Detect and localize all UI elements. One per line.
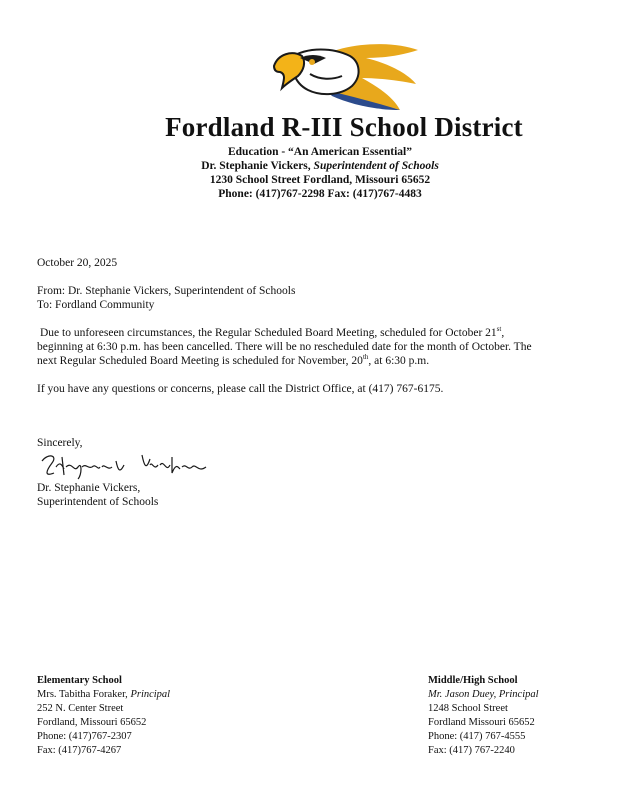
district-phone-fax: Phone: (417)767-2298 Fax: (417)767-4483 — [218, 188, 422, 200]
elementary-school-block: Elementary School Mrs. Tabitha Foraker, Principal 252 N. Center Street Fordland, Missouri 65652 Phone: (417)767-2307 Fax: (417)767-4267 — [37, 675, 171, 756]
district-address: 1230 School Street Fordland, Missouri 65652 — [209, 174, 431, 186]
signature-image — [38, 447, 208, 483]
elementary-heading: Elementary School — [37, 675, 122, 686]
paragraph-2: If you have any questions or concerns, please call the District Office, at (417) 767-6175. — [37, 383, 444, 395]
motto: Education - “An American Essential” — [227, 146, 412, 158]
signer-title: Superintendent of Schools — [37, 496, 159, 508]
letter-date: October 20, 2025 — [37, 257, 118, 269]
letterhead-info — [0, 145, 618, 201]
middle-high-school-block: Middle/High School Mr. Jason Duey, Principal 1248 School Street Fordland Missouri 65652 Phone: (417) 767-4555 Fax: (417) 767-2240 — [428, 675, 539, 756]
eagle-logo-icon — [270, 40, 420, 112]
middle-high-heading: Middle/High School — [428, 675, 518, 686]
paragraph-1: Due to unforeseen circumstances, the Regular Scheduled Board Meeting, scheduled for October 21st, beginning at 6:30 p.m. has been cancelled. There will be no rescheduled date for the month of October. The next Regular Scheduled Board Meeting is scheduled for November, 20th, at 6:30 p.m. — [37, 325, 532, 367]
letter-from: From: Dr. Stephanie Vickers, Superintendent of Schools — [37, 285, 296, 297]
superintendent-line: Dr. Stephanie Vickers, Superintendent of Schools — [201, 160, 439, 172]
district-name: Fordland R-III School District — [165, 112, 523, 142]
signer-name: Dr. Stephanie Vickers, — [37, 482, 141, 494]
superintendent-title: Superintendent of Schools — [313, 160, 439, 172]
letter-to: To: Fordland Community — [37, 299, 155, 311]
closing: Sincerely, — [37, 437, 83, 449]
